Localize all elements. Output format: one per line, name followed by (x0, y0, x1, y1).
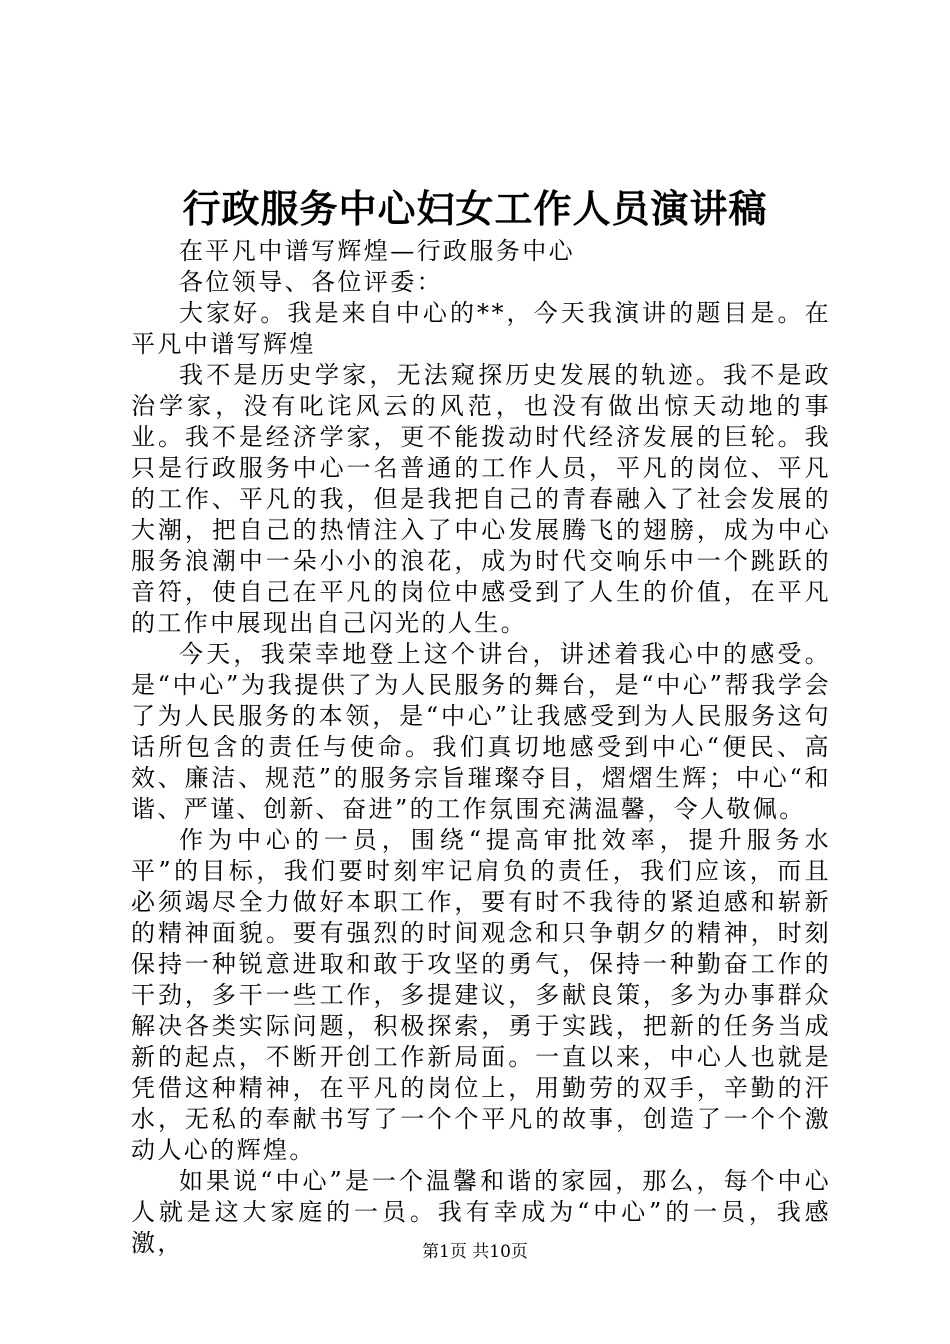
paragraph-body: 今天，我荣幸地登上这个讲台，讲述着我心中的感受。是“中心”为我提供了为人民服务的舞台，是“中心”帮我学会了为人民服务的本领，是“中心”让我感受到为人民服务这句话所包含的责任与使命。我们真切地感受到中心“便民、高效、廉洁、规范”的服务宗旨璀璨夺目，熠熠生辉；中心“和谐、严谨、创新、奋进”的工作氛围充满温馨，令人敬佩。 (131, 640, 831, 823)
paragraph-subtitle: 在平凡中谱写辉煌—行政服务中心 (179, 237, 575, 265)
paragraph-salutation: 各位领导、各位评委： (179, 268, 443, 296)
document-body (131, 236, 831, 1259)
document-title: 行政服务中心妇女工作人员演讲稿 (182, 186, 768, 231)
paragraph-greeting: 大家好。我是来自中心的**，今天我演讲的题目是。在平凡中谱写辉煌 (131, 299, 831, 358)
page-number-footer: 第1页 共10页 (422, 1242, 528, 1262)
paragraph-body: 我不是历史学家，无法窥探历史发展的轨迹。我不是政治学家，没有叱诧风云的风范，也没有做出惊天动地的事业。我不是经济学家，更不能拨动时代经济发展的巨轮。我只是行政服务中心一名普通的工作人员，平凡的岗位、平凡的工作、平凡的我，但是我把自己的青春融入了社会发展的大潮，把自己的热情注入了中心发展腾飞的翅膀，成为中心服务浪潮中一朵小小的浪花，成为时代交响乐中一个跳跃的音符，使自己在平凡的岗位中感受到了人生的价值，在平凡的工作中展现出自己闪光的人生。 (131, 361, 831, 637)
paragraph-body: 作为中心的一员，围绕“提高审批效率，提升服务水平”的目标，我们要时刻牢记肩负的责任，我们应该，而且必须竭尽全力做好本职工作，要有时不我待的紧迫感和崭新的精神面貌。要有强烈的时间观念和只争朝夕的精神，时刻保持一种锐意进取和敢于攻坚的勇气，保持一种勤奋工作的干劲，多干一些工作，多提建议，多献良策，多为办事群众解决各类实际问题，积极探索，勇于实践，把新的任务当成新的起点，不断开创工作新局面。一直以来，中心人也就是凭借这种精神，在平凡的岗位上，用勤劳的双手，辛勤的汗水，无私的奉献书写了一个个平凡的故事，创造了一个个激动人心的辉煌。 (131, 826, 831, 1164)
paragraph-body: 如果说“中心”是一个温馨和谐的家园，那么，每个中心人就是这大家庭的一员。我有幸成为“中心”的一员，我感激， (131, 1167, 831, 1257)
